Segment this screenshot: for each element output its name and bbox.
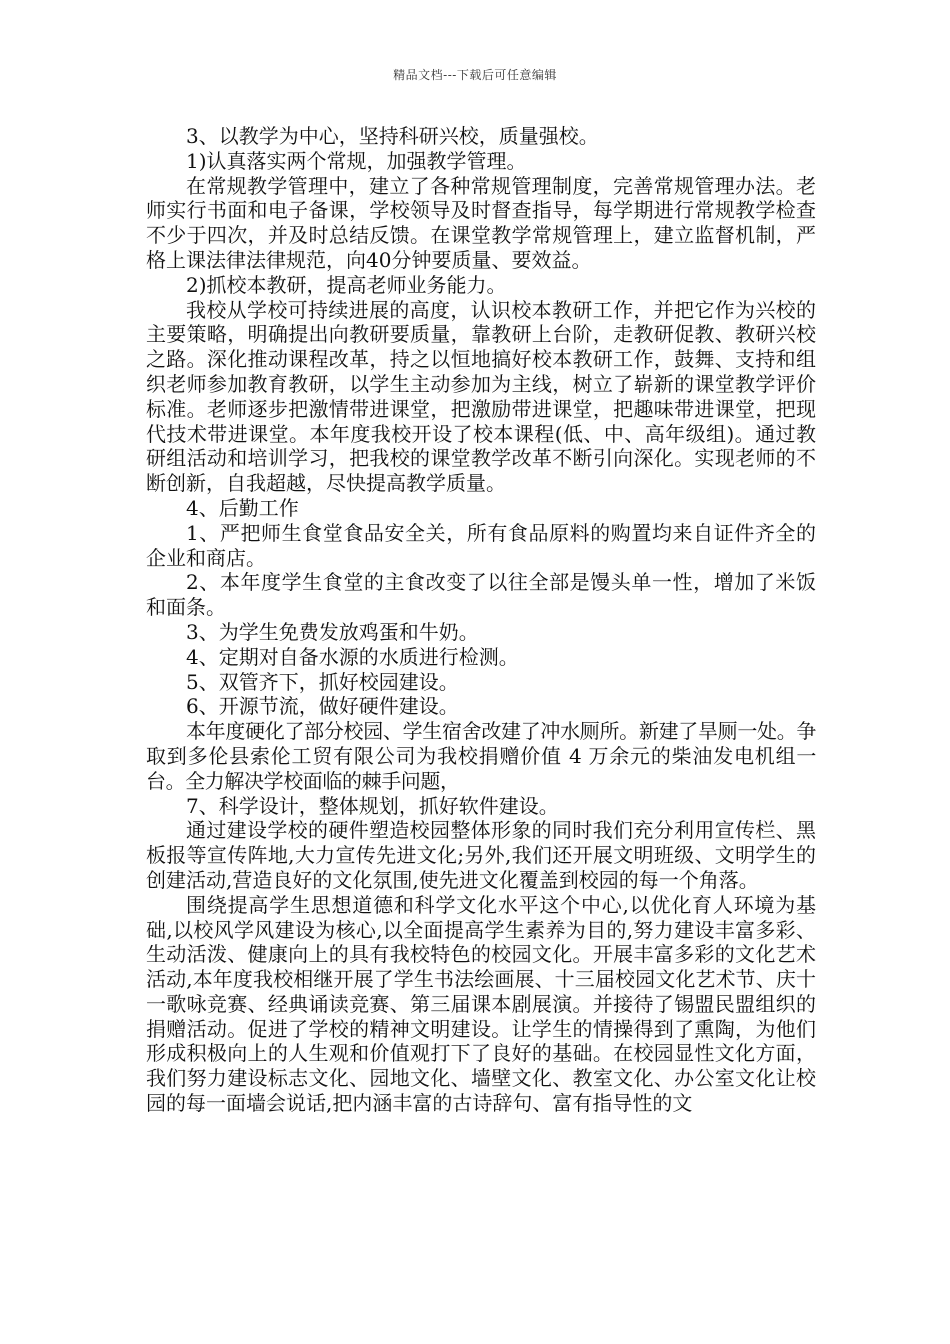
list-item-water-testing: 4、定期对自备水源的水质进行检测。 [186,644,519,669]
list-item-hardware: 6、开源节流，做好硬件建设。 [186,694,459,719]
subsection-heading-research: 2)抓校本教研，提高老师业务能力。 [186,272,507,297]
list-item-staple-food: 2、本年度学生食堂的主食改变了以往全部是馒头单一性，增加了米饭和面条。 [146,570,816,620]
list-item-food-safety: 1、严把师生食堂食品安全关，所有食品原料的购置均来自证件齐全的企业和商店。 [146,520,816,570]
subsection-heading-routines: 1)认真落实两个常规，加强教学管理。 [186,148,527,173]
list-item-campus-construction: 5、双管齐下，抓好校园建设。 [186,669,459,694]
section-heading-logistics: 4、后勤工作 [186,495,299,520]
page-header: 精品文档---下载后可任意编辑 [393,68,557,82]
paragraph-culture-promotion: 通过建设学校的硬件塑造校园整体形象的同时我们充分利用宣传栏、黑板报等宣传阵地,大力宣传先进文化;另外,我们还开展文明班级、文明学生的创建活动,营造良好的文化氛围,使先进文化覆盖到校园的每一个角落。 [146,818,816,892]
paragraph-routine-management: 在常规教学管理中，建立了各种常规管理制度，完善常规管理办法。老师实行书面和电子备课，学校领导及时督查指导，每学期进行常规教学检查不少于四次，并及时总结反馈。在课堂教学常规管理上，建立监督机制，严格上课法律法律规范，向40分钟要质量、要效益。 [146,173,816,272]
document-body [146,124,816,1116]
list-item-software: 7、科学设计，整体规划，抓好软件建设。 [186,793,559,818]
paragraph-school-research: 我校从学校可持续进展的高度，认识校本教研工作，并把它作为兴校的主要策略，明确提出向教研要质量，靠教研上台阶，走教研促教、教研兴校之路。深化推动课程改革，持之以恒地搞好校本教研工作，鼓舞、支持和组织老师参加教育教研，以学生主动参加为主线，树立了崭新的课堂教学评价标准。老师逐步把激情带进课堂，把激励带进课堂，把趣味带进课堂，把现代技术带进课堂。本年度我校开设了校本课程(低、中、高年级组)。通过教研组活动和培训学习，把我校的课堂教学改革不断引向深化。实现老师的不断创新，自我超越，尽快提高教学质量。 [146,297,816,496]
paragraph-hardware-details: 本年度硬化了部分校园、学生宿舍改建了冲水厕所。新建了旱厕一处。争取到多伦县索伦工贸有限公司为我校捐赠价值 4 万余元的柴油发电机组一台。全力解决学校面临的棘手问题， [146,719,816,793]
section-heading-teaching: 3、以教学为中心，坚持科研兴校，质量强校。 [186,124,599,148]
list-item-eggs-milk: 3、为学生免费发放鸡蛋和牛奶。 [186,619,479,644]
paragraph-campus-culture: 围绕提高学生思想道德和科学文化水平这个中心,以优化育人环境为基础,以校风学风建设为核心,以全面提高学生素养为目的,努力建设丰富多彩、生动活泼、健康向上的具有我校特色的校园文化。开展丰富多彩的文化艺术活动,本年度我校相继开展了学生书法绘画展、十三届校园文化艺术节、庆十一歌咏竞赛、经典诵读竞赛、第三届课本剧展演。并接待了锡盟民盟组织的捐赠活动。促进了学校的精神文明建设。让学生的情操得到了熏陶，为他们形成积极向上的人生观和价值观打下了良好的基础。在校园显性文化方面，我们努力建设标志文化、园地文化、墙壁文化、教室文化、办公室文化让校园的每一面墙会说话,把内涵丰富的古诗辞句、富有指导性的文 [146,892,816,1116]
